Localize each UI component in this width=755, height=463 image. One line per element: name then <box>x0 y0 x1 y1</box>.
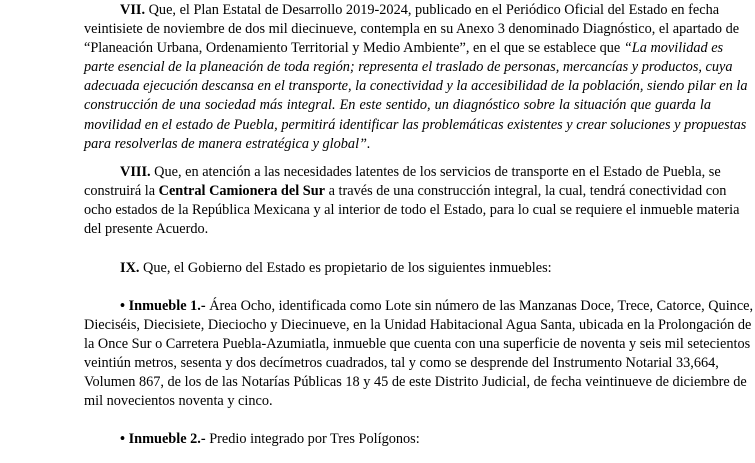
text-line <box>84 354 719 373</box>
paragraph-inmueble-1 <box>84 297 754 412</box>
text-line <box>84 77 748 96</box>
text-run: Volumen 867, de los de las Notarías Públicas 18 y 45 de este Distrito Judicial, de fecha veintinueve de diciembre de <box>84 374 747 391</box>
text-line <box>84 96 711 115</box>
text-line <box>84 135 711 154</box>
paragraph-viii <box>84 163 740 239</box>
text-run: Que, el Plan Estatal de Desarrollo 2019-2024, publicado en el Periódico Oficial del Estado en fecha <box>145 2 720 18</box>
text-run: veintiún metros, sesenta y dos decímetros cuadrados, tal y como se desprende del Instrumento Notarial 33,664, <box>84 355 719 372</box>
text-run: ocho estados de la República Mexicana y al interior de todo el Estado, para lo cual se requiere el inmueble materia <box>84 202 740 219</box>
text-run: Dieciséis, Diecisiete, Dieciocho y Diecinueve, en la Unidad Habitacional Agua Santa, ubicada en la Prolongación de <box>84 317 752 334</box>
text-line <box>84 297 754 316</box>
text-line <box>84 20 740 39</box>
italic-text: parte esencial de la planeación de toda región; representa el traslado de personas, mercancías y productos, cuya <box>84 59 733 76</box>
text-run: Predio integrado por Tres Polígonos: <box>205 431 420 447</box>
bold-text: IX. <box>120 260 140 276</box>
bold-text: • Inmueble 2.- <box>120 431 206 447</box>
text-run: a través de una construcción integral, la cual, tendrá conectividad con <box>325 183 727 200</box>
text-run: Que, en atención a las necesidades latentes de los servicios de transporte en el Estado de Puebla, se <box>150 164 721 180</box>
italic-text: construcción de una sociedad más integral. En este sentido, un diagnóstico sobre la situación que guarda la <box>84 97 711 114</box>
text-line <box>84 316 752 335</box>
text-line <box>84 373 747 392</box>
text-run: construirá la <box>84 183 159 200</box>
bold-text: • Inmueble 1.- <box>120 298 206 314</box>
text-line <box>84 259 711 278</box>
text-line <box>84 392 711 411</box>
text-line <box>84 201 740 220</box>
text-line <box>84 116 747 135</box>
italic-text: “La movilidad es <box>623 40 724 57</box>
paragraph-inmueble-2 <box>84 430 711 449</box>
italic-text: para resolverlas de manera estratégica y global”. <box>84 135 371 152</box>
text-run: mil novecientos noventa y cinco. <box>84 393 273 410</box>
text-line <box>84 1 720 20</box>
bold-text: Central Camionera del Sur <box>158 183 326 200</box>
text-run: Área Ocho, identificada como Lote sin número de las Manzanas Doce, Trece, Catorce, Quince, <box>205 298 754 314</box>
text-run: “Planeación Urbana, Ordenamiento Territorial y Medio Ambiente”, en el que se establece que <box>84 40 624 57</box>
italic-text: adecuada ejecución descansa en el transporte, la conectividad y la accesibilidad de la población, siendo pilar en la <box>84 78 748 95</box>
text-line <box>84 335 751 354</box>
paragraph-vii <box>84 1 748 154</box>
bold-text: VIII. <box>120 164 151 180</box>
text-run: Que, el Gobierno del Estado es propietario de los siguientes inmuebles: <box>139 260 552 276</box>
text-run: la Once Sur o Carretera Puebla-Azumiatla, inmueble que cuenta con una superficie de noventa y seis mil setecientos <box>84 336 751 353</box>
text-line <box>84 220 711 239</box>
italic-text: movilidad en el estado de Puebla, permitirá identificar las problemáticas existentes y crear soluciones y propuestas <box>84 116 747 133</box>
text-line <box>84 430 711 449</box>
text-run: veintisiete de noviembre de dos mil diecinueve, contempla en su Anexo 3 denominado Diagnóstico, el apartado de <box>84 21 740 38</box>
text-line <box>84 182 727 201</box>
text-run: del presente Acuerdo. <box>84 221 209 238</box>
bold-text: VII. <box>120 2 146 18</box>
text-line <box>84 58 733 77</box>
paragraph-ix <box>84 259 711 278</box>
text-line <box>84 39 724 58</box>
text-line <box>84 163 721 182</box>
